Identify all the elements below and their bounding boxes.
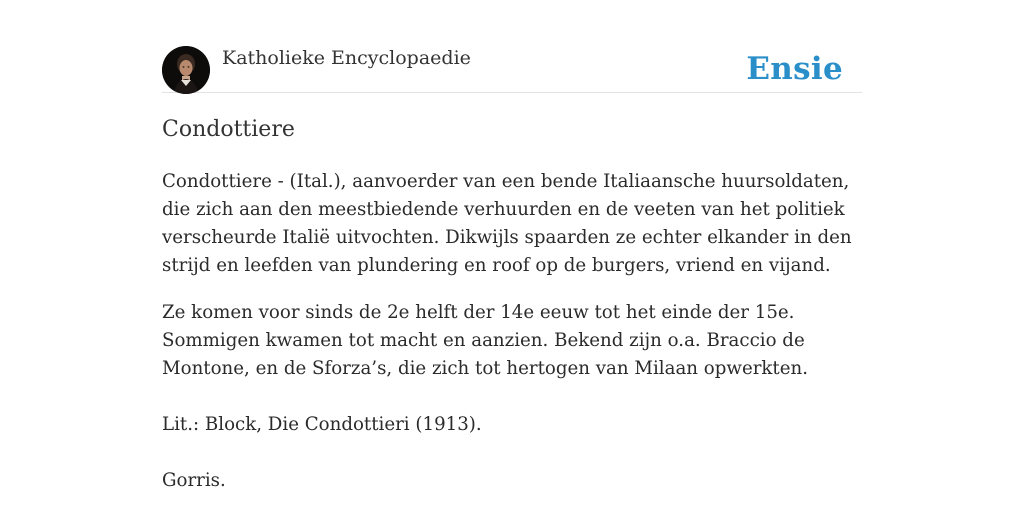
brand-logo[interactable]: Ensie bbox=[746, 51, 843, 87]
paragraph-literature: Lit.: Block, Die Condottieri (1913). bbox=[162, 414, 482, 435]
paragraph-history: Ze komen voor sinds de 2e helft der 14e eeuw tot het einde der 15e. Sommigen kwamen tot macht en aanzien. Bekend zijn o.a. Braccio de Montone, en de Sforza’s, die zich tot hertogen van Milaan opwerkten. bbox=[162, 302, 808, 379]
article-card bbox=[162, 40, 862, 491]
page-title: Condottiere bbox=[162, 117, 295, 142]
paragraph-author: Gorris. bbox=[162, 470, 226, 491]
site-name[interactable]: Katholieke Encyclopaedie bbox=[222, 47, 471, 69]
paragraph-definition: Condottiere - (Ital.), aanvoerder van een bende Italiaansche huursoldaten, die zich aan den meestbiedende verhuurden en de veeten van het politiek verscheurde Italië uitvochten. Dikwijls spaarden ze echter elkander in den strijd en leefden van plundering en roof op de burgers, vriend en vijand. bbox=[162, 171, 852, 276]
portrait-avatar-icon[interactable] bbox=[162, 46, 210, 94]
site-header bbox=[162, 40, 862, 93]
